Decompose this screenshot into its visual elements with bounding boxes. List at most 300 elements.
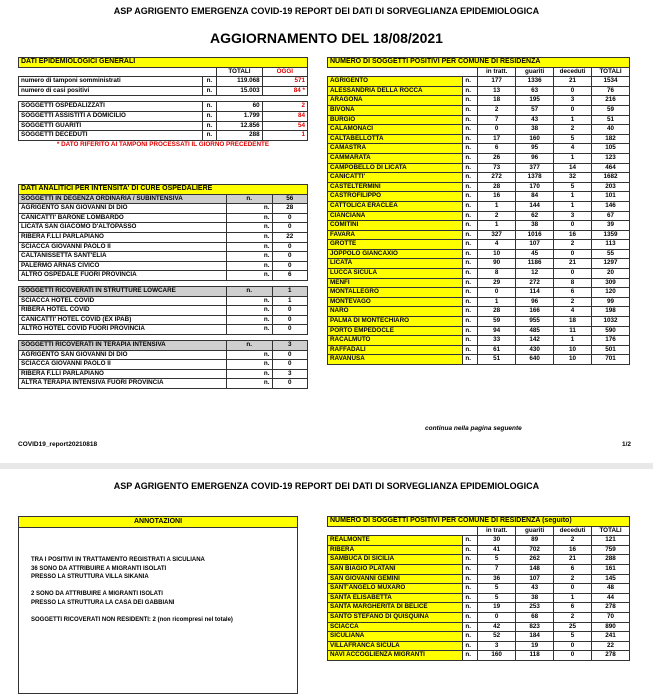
cell-totali: 51 <box>592 115 630 125</box>
row-n: n. <box>226 252 272 262</box>
cell-guariti: 43 <box>516 115 554 125</box>
cell-in-tratt: 51 <box>478 355 516 365</box>
cell-deceduti: 8 <box>554 278 592 288</box>
cell-in-tratt: 73 <box>478 163 516 173</box>
table-row <box>328 182 630 192</box>
row-n: n. <box>226 261 272 271</box>
cell-deceduti: 21 <box>554 259 592 269</box>
cell-guariti: 45 <box>516 249 554 259</box>
cell-guariti: 640 <box>516 355 554 365</box>
row-total: 15.003 <box>217 86 262 96</box>
table-row <box>328 288 630 298</box>
cell-in-tratt: 0 <box>478 125 516 135</box>
annotation-line: PRESSO LA STRUTTURA VILLA SIKANIA <box>31 574 149 580</box>
analytic-heading: DATI ANALITICI PER INTENSITA' DI CURE OSPEDALIERE <box>19 185 308 195</box>
comune-name: CASTELTERMINI <box>328 182 463 192</box>
comune-name: VILLAFRANCA SICULA <box>328 641 463 651</box>
cell-guariti: 1336 <box>516 77 554 87</box>
table-row <box>328 574 630 584</box>
cell-deceduti: 10 <box>554 345 592 355</box>
continue-note: continua nella pagina seguente <box>425 425 522 432</box>
table-row <box>328 115 630 125</box>
comune-name: SAN BIAGIO PLATANI <box>328 564 463 574</box>
row-n: n. <box>463 163 478 173</box>
comune-name: RIBERA <box>328 545 463 555</box>
row-value: 0 <box>272 379 308 389</box>
cell-guariti: 62 <box>516 211 554 221</box>
row-n: n. <box>463 574 478 584</box>
comune-name: RAVANUSA <box>328 355 463 365</box>
row-n: n. <box>463 355 478 365</box>
comune-name: GROTTE <box>328 240 463 250</box>
row-n: n. <box>463 641 478 651</box>
row-label: CANICATTI' BARONE LOMBARDO <box>19 213 227 223</box>
table-row <box>328 641 630 651</box>
cell-guariti: 43 <box>516 584 554 594</box>
row-n: n. <box>463 345 478 355</box>
comune-name: NAVI ACCOGLIENZA MIGRANTI <box>328 651 463 661</box>
cell-deceduti: 14 <box>554 163 592 173</box>
table-row <box>19 315 308 325</box>
cell-in-tratt: 7 <box>478 115 516 125</box>
cell-guariti: 114 <box>516 288 554 298</box>
row-n: n. <box>202 121 217 131</box>
group-n: n. <box>226 286 272 296</box>
row-n: n. <box>226 325 272 335</box>
row-n: n. <box>202 86 217 96</box>
row-label: numero di tamponi somministrati <box>19 77 203 87</box>
table-row <box>328 593 630 603</box>
cell-totali: 121 <box>592 536 630 546</box>
cell-totali: 39 <box>592 221 630 231</box>
table-row <box>328 211 630 221</box>
table-row <box>328 153 630 163</box>
comune-name: MENFI <box>328 278 463 288</box>
comune-name: CIANCIANA <box>328 211 463 221</box>
table-row <box>19 271 308 281</box>
cell-guariti: 1016 <box>516 230 554 240</box>
table-row <box>19 296 308 306</box>
row-n: n. <box>463 603 478 613</box>
row-n: n. <box>463 230 478 240</box>
row-label: CANICATTI' HOTEL COVID (EX IPAB) <box>19 315 227 325</box>
comune-name: SANT'ANGELO MUXARO <box>328 584 463 594</box>
cell-totali: 241 <box>592 632 630 642</box>
analytic-table <box>18 184 308 389</box>
row-n: n. <box>463 584 478 594</box>
table-row <box>19 360 308 370</box>
cell-in-tratt: 17 <box>478 134 516 144</box>
page-break <box>0 463 653 469</box>
cell-deceduti: 0 <box>554 86 592 96</box>
cell-guariti: 95 <box>516 144 554 154</box>
cell-deceduti: 25 <box>554 622 592 632</box>
group-value: 56 <box>272 194 308 204</box>
comune-name: CASTROFILIPPO <box>328 192 463 202</box>
row-total: 288 <box>217 131 262 141</box>
comuni-table <box>327 57 630 365</box>
table-row <box>19 325 308 335</box>
comune-name: ARAGONA <box>328 96 463 106</box>
cell-deceduti: 16 <box>554 230 592 240</box>
row-n: n. <box>226 296 272 306</box>
row-n: n. <box>463 105 478 115</box>
general-table <box>18 57 308 149</box>
row-label: SCIACCA GIOVANNI PAOLO II <box>19 242 227 252</box>
table-row <box>19 204 308 214</box>
col-guariti: guariti <box>516 67 554 77</box>
row-n: n. <box>226 315 272 325</box>
cell-in-tratt: 16 <box>478 192 516 202</box>
group-n: n. <box>226 194 272 204</box>
row-label: SOGGETTI ASSISTITI A DOMICILIO <box>19 111 203 121</box>
comune-name: CAMPOBELLO DI LICATA <box>328 163 463 173</box>
group-n: n. <box>226 340 272 350</box>
table-row <box>328 125 630 135</box>
cell-totali: 123 <box>592 153 630 163</box>
cell-in-tratt: 41 <box>478 545 516 555</box>
cell-deceduti: 1 <box>554 115 592 125</box>
cell-totali: 203 <box>592 182 630 192</box>
row-n: n. <box>226 271 272 281</box>
table-row <box>328 86 630 96</box>
cell-deceduti: 0 <box>554 651 592 661</box>
cell-deceduti: 3 <box>554 211 592 221</box>
cell-in-tratt: 160 <box>478 651 516 661</box>
row-n: n. <box>463 125 478 135</box>
cell-deceduti: 1 <box>554 593 592 603</box>
cell-totali: 146 <box>592 201 630 211</box>
cell-deceduti: 21 <box>554 77 592 87</box>
row-n: n. <box>463 144 478 154</box>
cell-in-tratt: 33 <box>478 336 516 346</box>
cell-totali: 1682 <box>592 173 630 183</box>
col-totali: TOTALI <box>592 67 630 77</box>
row-oggi: 84 <box>262 111 307 121</box>
table-row <box>328 259 630 269</box>
cell-deceduti: 16 <box>554 545 592 555</box>
cell-guariti: 702 <box>516 545 554 555</box>
row-n: n. <box>463 593 478 603</box>
row-oggi: 54 <box>262 121 307 131</box>
cell-guariti: 262 <box>516 555 554 565</box>
table-row <box>328 612 630 622</box>
row-total: 119.068 <box>217 77 262 87</box>
table-row <box>19 86 308 96</box>
row-value: 28 <box>272 204 308 214</box>
row-total: 60 <box>217 102 262 112</box>
row-n: n. <box>226 379 272 389</box>
row-n: n. <box>226 369 272 379</box>
table-row <box>328 201 630 211</box>
row-label: LICATA SAN GIACOMO D'ALTOPASSO <box>19 223 227 233</box>
cell-deceduti: 2 <box>554 125 592 135</box>
group-value: 1 <box>272 286 308 296</box>
comune-name: BIVONA <box>328 105 463 115</box>
row-n: n. <box>463 317 478 327</box>
row-value: 0 <box>272 360 308 370</box>
row-n: n. <box>463 86 478 96</box>
table-row <box>328 269 630 279</box>
annotation-line: 36 SONO DA ATTRIBUIRE A MIGRANTI ISOLATI <box>31 565 167 572</box>
row-n: n. <box>463 536 478 546</box>
cell-deceduti: 11 <box>554 326 592 336</box>
comune-name: ALESSANDRIA DELLA ROCCA <box>328 86 463 96</box>
row-n: n. <box>226 213 272 223</box>
table-row <box>328 564 630 574</box>
table-row <box>19 77 308 87</box>
row-oggi: 2 <box>262 102 307 112</box>
comune-name: SAMBUCA DI SICILIA <box>328 555 463 565</box>
cell-deceduti: 1 <box>554 192 592 202</box>
comune-name: SCIACCA <box>328 622 463 632</box>
row-n: n. <box>463 96 478 106</box>
comuni-heading: NUMERO DI SOGGETTI POSITIVI PER COMUNE DI RESIDENZA <box>328 58 630 68</box>
table-row <box>328 584 630 594</box>
cell-deceduti: 0 <box>554 641 592 651</box>
row-n: n. <box>463 173 478 183</box>
row-label: SOGGETTI OSPEDALIZZATI <box>19 102 203 112</box>
row-label: SCIACCA HOTEL COVID <box>19 296 227 306</box>
col-in-tratt: in tratt. <box>478 67 516 77</box>
comune-name: PORTO EMPEDOCLE <box>328 326 463 336</box>
cell-totali: 1032 <box>592 317 630 327</box>
table-row <box>328 355 630 365</box>
cell-totali: 890 <box>592 622 630 632</box>
cell-totali: 288 <box>592 555 630 565</box>
row-n: n. <box>463 134 478 144</box>
cell-deceduti: 0 <box>554 105 592 115</box>
row-n: n. <box>463 307 478 317</box>
row-n: n. <box>463 211 478 221</box>
comune-name: FAVARA <box>328 230 463 240</box>
cell-in-tratt: 61 <box>478 345 516 355</box>
cell-totali: 40 <box>592 125 630 135</box>
comune-name: SAN GIOVANNI GEMINI <box>328 574 463 584</box>
table-row <box>19 350 308 360</box>
comune-name: CALTABELLOTTA <box>328 134 463 144</box>
cell-totali: 176 <box>592 336 630 346</box>
cell-deceduti: 2 <box>554 612 592 622</box>
cell-totali: 198 <box>592 307 630 317</box>
cell-in-tratt: 3 <box>478 641 516 651</box>
row-oggi: 1 <box>262 131 307 141</box>
cell-deceduti: 4 <box>554 144 592 154</box>
cell-guariti: 485 <box>516 326 554 336</box>
cell-totali: 590 <box>592 326 630 336</box>
cell-in-tratt: 28 <box>478 307 516 317</box>
row-value: 0 <box>272 223 308 233</box>
row-n: n. <box>463 555 478 565</box>
row-n: n. <box>463 336 478 346</box>
table-row <box>19 232 308 242</box>
row-n: n. <box>463 201 478 211</box>
cell-in-tratt: 5 <box>478 555 516 565</box>
comune-name: SICULIANA <box>328 632 463 642</box>
cell-guariti: 96 <box>516 153 554 163</box>
cell-guariti: 1186 <box>516 259 554 269</box>
row-label: SCIACCA GIOVANNI PAOLO II <box>19 360 227 370</box>
row-n: n. <box>463 632 478 642</box>
cell-totali: 20 <box>592 269 630 279</box>
row-n: n. <box>463 153 478 163</box>
cell-totali: 113 <box>592 240 630 250</box>
cell-guariti: 96 <box>516 297 554 307</box>
group-header-row <box>19 286 308 296</box>
report-header: ASP AGRIGENTO EMERGENZA COVID-19 REPORT DEI DATI DI SORVEGLIANZA EPIDEMIOLOGICA <box>113 6 540 16</box>
cell-in-tratt: 5 <box>478 593 516 603</box>
cell-in-tratt: 29 <box>478 278 516 288</box>
cell-in-tratt: 6 <box>478 144 516 154</box>
cell-totali: 464 <box>592 163 630 173</box>
row-n: n. <box>463 326 478 336</box>
cell-totali: 76 <box>592 86 630 96</box>
comune-name: CAMASTRA <box>328 144 463 154</box>
general-note: * DATO RIFERITO AI TAMPONI PROCESSATI IL GIORNO PRECEDENTE <box>56 140 270 148</box>
row-n: n. <box>463 249 478 259</box>
cell-deceduti: 2 <box>554 297 592 307</box>
row-total: 1.799 <box>217 111 262 121</box>
row-oggi: 84 * <box>262 86 307 96</box>
comune-name: REALMONTE <box>328 536 463 546</box>
cell-totali: 309 <box>592 278 630 288</box>
row-n: n. <box>463 297 478 307</box>
table-row <box>328 622 630 632</box>
comune-name: AGRIGENTO <box>328 77 463 87</box>
cell-in-tratt: 272 <box>478 173 516 183</box>
annotation-line: PRESSO LA STRUTTURA LA CASA DEI GABBIANI <box>31 599 175 606</box>
row-label: CALTANISSETTA SANT'ELIA <box>19 252 227 262</box>
row-value: 0 <box>272 306 308 316</box>
row-n: n. <box>463 115 478 125</box>
row-value: 3 <box>272 369 308 379</box>
comune-name: LUCCA SICULA <box>328 269 463 279</box>
cell-in-tratt: 1 <box>478 221 516 231</box>
cell-totali: 161 <box>592 564 630 574</box>
cell-guariti: 160 <box>516 134 554 144</box>
cell-in-tratt: 13 <box>478 86 516 96</box>
cell-deceduti: 6 <box>554 603 592 613</box>
table-row <box>328 249 630 259</box>
row-n: n. <box>463 564 478 574</box>
cell-in-tratt: 42 <box>478 622 516 632</box>
annotation-line <box>31 607 297 616</box>
cell-totali: 99 <box>592 297 630 307</box>
cell-guariti: 107 <box>516 240 554 250</box>
cell-totali: 70 <box>592 612 630 622</box>
cell-guariti: 1378 <box>516 173 554 183</box>
cell-guariti: 38 <box>516 221 554 231</box>
cell-deceduti: 2 <box>554 574 592 584</box>
cell-guariti: 19 <box>516 641 554 651</box>
cell-deceduti: 0 <box>554 221 592 231</box>
cell-guariti: 955 <box>516 317 554 327</box>
row-label: RIBERA F.LLI PARLAPIANO <box>19 369 227 379</box>
row-n: n. <box>226 232 272 242</box>
table-row <box>328 651 630 661</box>
row-value: 1 <box>272 296 308 306</box>
cell-in-tratt: 0 <box>478 288 516 298</box>
table-row <box>19 306 308 316</box>
cell-totali: 22 <box>592 641 630 651</box>
cell-in-tratt: 90 <box>478 259 516 269</box>
cell-in-tratt: 4 <box>478 240 516 250</box>
cell-totali: 101 <box>592 192 630 202</box>
row-n: n. <box>202 102 217 112</box>
row-label: ALTRO OSPEDALE FUORI PROVINCIA <box>19 271 227 281</box>
table-row <box>328 632 630 642</box>
row-value: 0 <box>272 242 308 252</box>
table-row <box>328 240 630 250</box>
annotation-line: SOGGETTI RICOVERATI NON RESIDENTI: 2 (non ricompresi nel totale) <box>31 616 233 623</box>
cell-deceduti: 2 <box>554 536 592 546</box>
cell-in-tratt: 1 <box>478 201 516 211</box>
table-row <box>328 326 630 336</box>
cell-deceduti: 1 <box>554 201 592 211</box>
row-label: ALTRO HOTEL COVID FUORI PROVINCIA <box>19 325 227 335</box>
cell-totali: 105 <box>592 144 630 154</box>
footer-right: 1/2 <box>622 441 632 448</box>
cell-totali: 1359 <box>592 230 630 240</box>
comune-name: CATTOLICA ERACLEA <box>328 201 463 211</box>
cell-in-tratt: 10 <box>478 249 516 259</box>
cell-totali: 278 <box>592 603 630 613</box>
annotation-line <box>31 582 297 591</box>
comune-name: COMITINI <box>328 221 463 231</box>
row-value: 22 <box>272 232 308 242</box>
row-n: n. <box>463 182 478 192</box>
group-header-row <box>19 340 308 350</box>
cell-deceduti: 6 <box>554 564 592 574</box>
table-row <box>328 307 630 317</box>
cell-totali: 216 <box>592 96 630 106</box>
cell-guariti: 253 <box>516 603 554 613</box>
comuni2-table <box>327 516 630 661</box>
table-row <box>328 192 630 202</box>
row-n: n. <box>463 545 478 555</box>
row-n: n. <box>463 259 478 269</box>
table-row <box>328 230 630 240</box>
cell-in-tratt: 26 <box>478 153 516 163</box>
row-label: PALERMO ARNAS CIVICO <box>19 261 227 271</box>
table-row <box>328 555 630 565</box>
row-n: n. <box>226 306 272 316</box>
row-value: 0 <box>272 325 308 335</box>
cell-guariti: 12 <box>516 269 554 279</box>
table-row <box>328 221 630 231</box>
row-label: SOGGETTI DECEDUTI <box>19 131 203 141</box>
cell-in-tratt: 2 <box>478 211 516 221</box>
comune-name: BURGIO <box>328 115 463 125</box>
cell-deceduti: 5 <box>554 134 592 144</box>
group-header-row <box>19 194 308 204</box>
cell-guariti: 430 <box>516 345 554 355</box>
row-label: RIBERA HOTEL COVID <box>19 306 227 316</box>
table-row <box>328 96 630 106</box>
cell-guariti: 89 <box>516 536 554 546</box>
table-row <box>328 105 630 115</box>
cell-deceduti: 6 <box>554 288 592 298</box>
cell-totali: 182 <box>592 134 630 144</box>
cell-totali: 145 <box>592 574 630 584</box>
comune-name: SANTA MARGHERITA DI BELICE <box>328 603 463 613</box>
comune-name: CANICATTI' <box>328 173 463 183</box>
cell-in-tratt: 52 <box>478 632 516 642</box>
row-value: 0 <box>272 261 308 271</box>
cell-guariti: 272 <box>516 278 554 288</box>
table-row <box>328 336 630 346</box>
cell-deceduti: 10 <box>554 355 592 365</box>
